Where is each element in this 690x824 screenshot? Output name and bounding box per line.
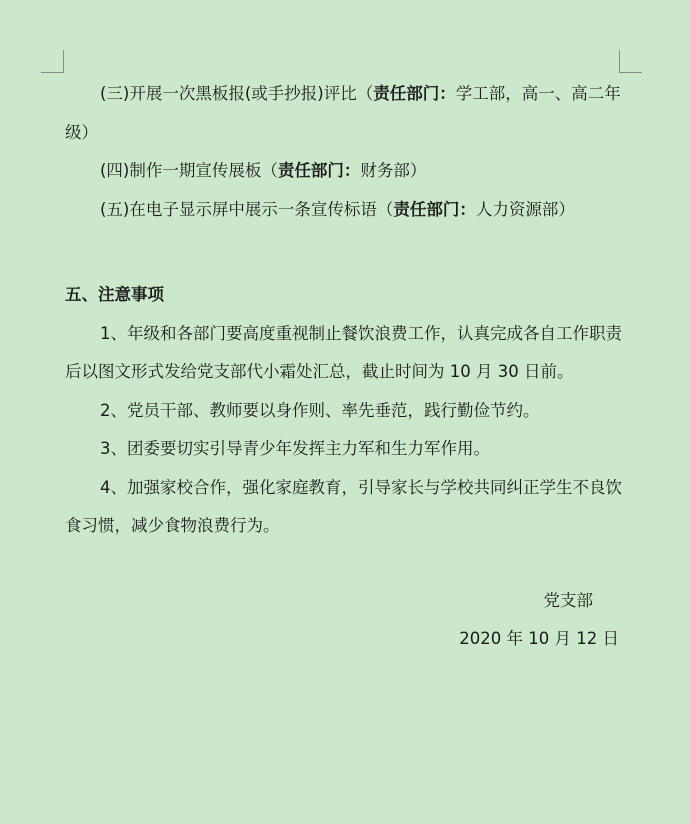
notice-point-4: 4、加强家校合作，强化家庭教育，引导家长与学校共同纠正学生不良饮食习惯，减少食物浪费行为。 [65,477,622,535]
document-body [65,75,625,659]
signature-date: 2020 年 10 月 12 日 [459,629,619,648]
task-item-4: (四)制作一期宣传展板（责任部门：财务部） [100,161,427,180]
responsibility-label: 责任部门： [393,199,476,219]
crop-mark-top-right [619,50,642,73]
task-item-5: (五)在电子显示屏中展示一条宣传标语（责任部门：人力资源部） [100,199,575,219]
responsibility-label: 责任部门： [277,161,361,180]
crop-mark-top-left [41,50,64,73]
section-heading: 五、注意事项 [65,285,164,304]
signature-org: 党支部 [543,590,593,610]
task-item-3: (三)开展一次黑板报(或手抄报)评比（责任部门：学工部，高一、高二年级） [65,84,621,142]
responsibility-label: 责任部门： [373,84,456,103]
notice-point-3: 3、团委要切实引导青少年发挥主力军和生力军作用。 [100,439,490,458]
blank-line [65,546,625,582]
blank-line [65,229,625,276]
notice-point-2: 2、党员干部、教师要以身作则、率先垂范，践行勤俭节约。 [100,400,540,420]
notice-point-1: 1、年级和各部门要高度重视制止餐饮浪费工作，认真完成各自工作职责后以图文形式发给党支部代小霜处汇总，截止时间为 10 月 30 日前。 [65,323,622,381]
